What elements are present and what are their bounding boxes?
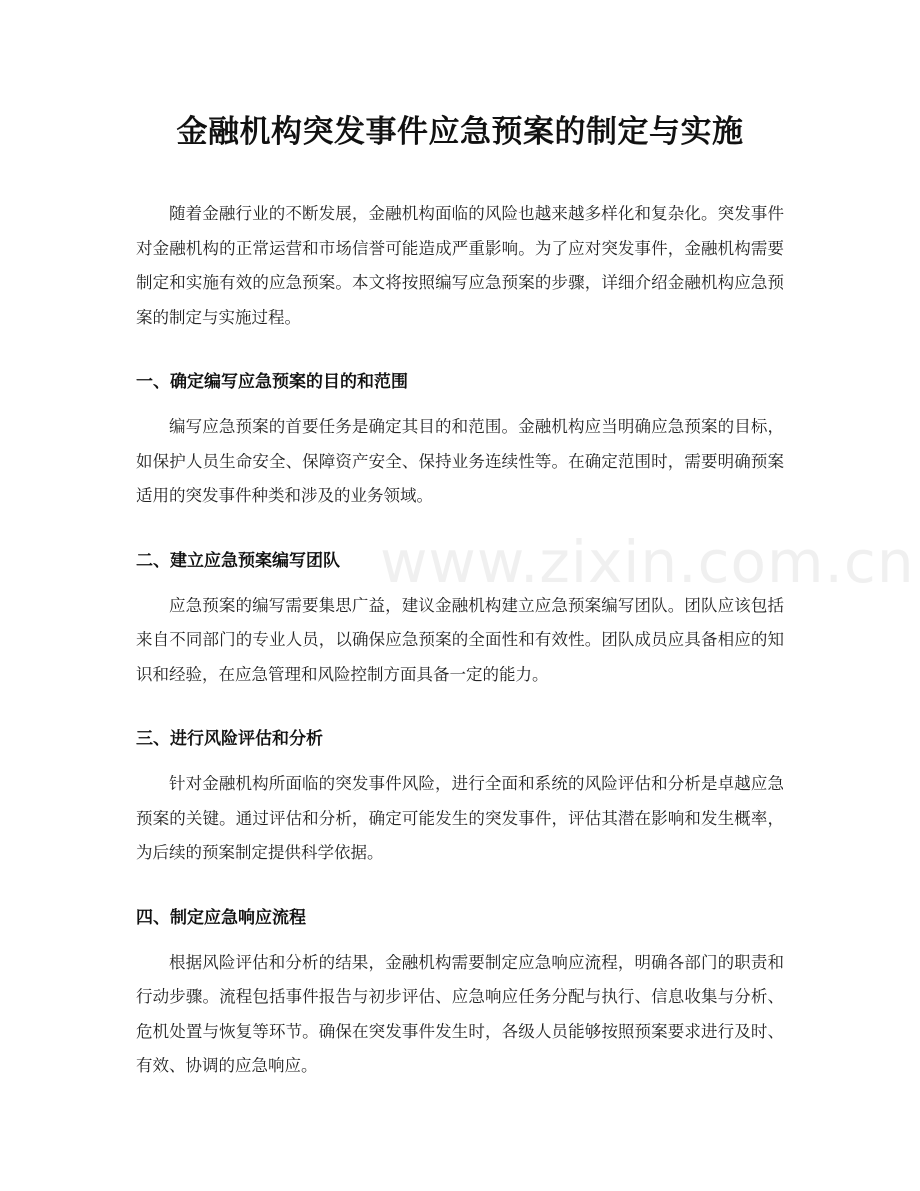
section-4 — [136, 901, 784, 1084]
section-heading: 一、确定编写应急预案的目的和范围 — [136, 372, 408, 392]
section-heading: 二、建立应急预案编写团队 — [136, 550, 340, 571]
section-2 — [136, 544, 784, 693]
section-body: 编写应急预案的首要任务是确定其目的和范围。金融机构应当明确应急预案的目标，如保护人员生命安全、保障资产安全、保持业务连续性等。在确定范围时，需要明确预案适用的突发事件种类和涉及的业务领域。 — [136, 417, 784, 505]
section-body: 针对金融机构所面临的突发事件风险，进行全面和系统的风险评估和分析是卓越应急预案的关键。通过评估和分析，确定可能发生的突发事件，评估其潜在影响和发生概率，为后续的预案制定提供科学依据。 — [136, 774, 784, 862]
section-body: 应急预案的编写需要集思广益，建议金融机构建立应急预案编写团队。团队应该包括来自不同部门的专业人员，以确保应急预案的全面性和有效性。团队成员应具备相应的知识和经验，在应急管理和风险控制方面具备一定的能力。 — [136, 595, 784, 684]
intro-paragraph: 随着金融行业的不断发展，金融机构面临的风险也越来越多样化和复杂化。突发事件对金融机构的正常运营和市场信誉可能造成严重影响。为了应对突发事件，金融机构需要制定和实施有效的应急预案。本文将按照编写应急预案的步骤，详细介绍金融机构应急预案的制定与实施过程。 — [136, 204, 784, 327]
section-heading: 三、进行风险评估和分析 — [136, 729, 323, 749]
section-body: 根据风险评估和分析的结果，金融机构需要制定应急响应流程，明确各部门的职责和行动步骤。流程包括事件报告与初步评估、应急响应任务分配与执行、信息收集与分析、危机处置与恢复等环节。确保在突发事件发生时，各级人员能够按照预案要求进行及时、有效、协调的应急响应。 — [136, 952, 784, 1075]
document-title: 金融机构突发事件应急预案的制定与实施 — [176, 114, 744, 150]
section-1 — [136, 365, 784, 514]
watermark: www.zixin.com.cn — [380, 528, 915, 596]
section-3 — [136, 722, 784, 871]
section-heading: 四、制定应急响应流程 — [136, 907, 306, 928]
